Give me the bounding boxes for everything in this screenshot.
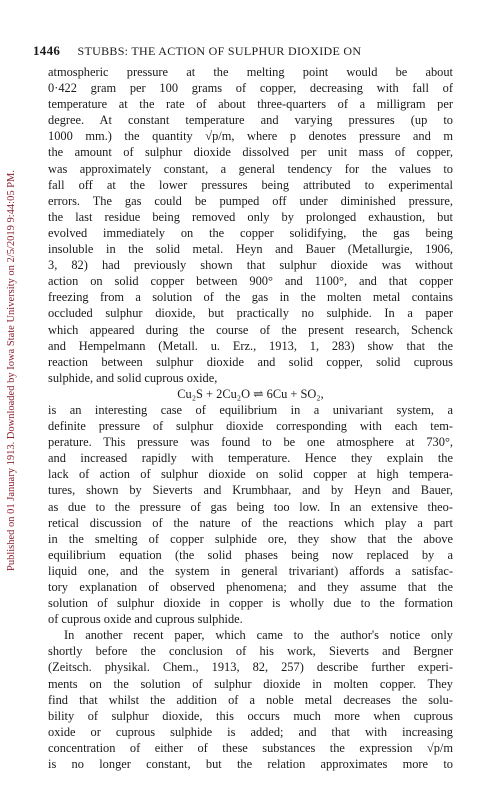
text-line: ments on the solution of sulphur dioxide in molten copper. They: [48, 676, 453, 691]
text-line: the last residue being removed only by prolonged exhaustion, but: [48, 209, 453, 224]
text-line: insoluble in the solid metal. Heyn and Bauer (Metallurgie, 1906,: [48, 242, 453, 257]
text-line: shortly before the conclusion of his work, Sieverts and Bergner: [48, 644, 453, 659]
text-line: 0·422 gram per 100 grams of copper, decreasing with fall of: [48, 81, 453, 96]
text-line: bility of sulphur dioxide, this occurs much more when cuprous: [48, 708, 453, 723]
text-line: fall off at the lower pressures being attributed to experimental: [48, 177, 453, 192]
text-line: occluded sulphur dioxide, but practically no sulphide. In a paper: [48, 306, 453, 321]
text-line: lack of action of sulphur dioxide on solid copper at high tempera-: [48, 467, 453, 482]
running-header: [33, 43, 453, 59]
body-text: [48, 64, 453, 772]
text-line: find that whilst the addition of a noble metal decreases the solu-: [48, 692, 453, 707]
text-line: 1000 mm.) the quantity √p/m, where p denotes pressure and m: [48, 129, 453, 144]
text-line: of cuprous oxide and cuprous sulphide.: [48, 612, 243, 627]
text-line: in the smelting of copper sulphide ore, they show that the above: [48, 531, 453, 546]
text-line: which appeared during the course of the present research, Schenck: [48, 322, 453, 337]
text-line: sulphide, and solid cuprous oxide,: [48, 370, 218, 385]
text-line: perature. This pressure was found to be one atmosphere at 730°,: [48, 435, 453, 450]
text-line: equilibrium equation (the solid phases being now replaced by a: [48, 547, 453, 562]
text-line: retical discussion of the nature of the reactions which play a part: [48, 515, 453, 530]
text-line: and Hempelmann (Metall. u. Erz., 1913, 1, 283) show that the: [48, 338, 453, 353]
text-line: errors. The gas could be pumped off under diminished pressure,: [48, 193, 453, 208]
text-line: In another recent paper, which came to the author's notice only: [64, 628, 453, 643]
running-title: STUBBS: THE ACTION OF SULPHUR DIOXIDE ON: [77, 44, 362, 58]
text-line: 3, 82) had previously shown that sulphur dioxide was without: [48, 258, 453, 273]
text-line: liquid one, and the system in general trivariant) affords a satisfac-: [48, 563, 453, 578]
download-watermark-text: Published on 01 January 1913. Downloaded by Iowa State University on 2/5/2019 9:44:05 PM.: [5, 169, 17, 571]
page-number: 1446: [33, 43, 61, 58]
text-line: definite pressure of sulphur dioxide corresponding with each tem-: [48, 419, 453, 434]
text-line: degree. At constant temperature and varying pressures (up to: [48, 113, 453, 128]
text-line: reaction between sulphur dioxide and solid copper, solid cuprous: [48, 354, 453, 369]
text-line: freezing from a solution of the gas in the molten metal contains: [48, 290, 453, 305]
text-line: as due to the pressure of gas being too low. In an extensive theo-: [48, 499, 453, 514]
chemical-equation: Cu₂S + 2Cu₂O ⇌ 6Cu + SO₂,: [177, 386, 324, 401]
text-line: oxide or cuprous sulphide is added; and that with increasing: [48, 724, 453, 739]
text-line: the amount of sulphur dioxide dissolved per unit mass of copper,: [48, 145, 453, 160]
text-line: action on solid copper between 900° and 1100°, and that copper: [48, 274, 453, 289]
text-line: is no longer constant, but the relation approximates more to: [48, 757, 453, 772]
text-line: temperature at the rate of about three-quarters of a milligram per: [48, 97, 453, 112]
text-line: and increased rapidly with temperature. Hence they explain the: [48, 451, 453, 466]
text-line: is an interesting case of equilibrium in a univariant system, a: [48, 402, 453, 417]
download-watermark: [0, 80, 22, 660]
text-line: tory explanation of observed phenomena; and they assume that the: [48, 580, 453, 594]
text-line: was approximately constant, a general tendency for the values to: [48, 161, 453, 176]
text-line: evolved immediately on the copper solidifying, the gas being: [48, 225, 453, 240]
text-line: (Zeitsch. physikal. Chem., 1913, 82, 257) describe further experi-: [48, 660, 453, 675]
text-line: solution of sulphur dioxide in copper is wholly due to the formation: [48, 596, 453, 611]
text-line: concentration of either of these substances the expression √p/m: [48, 740, 453, 755]
text-line: atmospheric pressure at the melting point would be about: [48, 65, 453, 79]
text-line: tures, shown by Sieverts and Krumbhaar, and by Heyn and Bauer,: [48, 483, 453, 498]
